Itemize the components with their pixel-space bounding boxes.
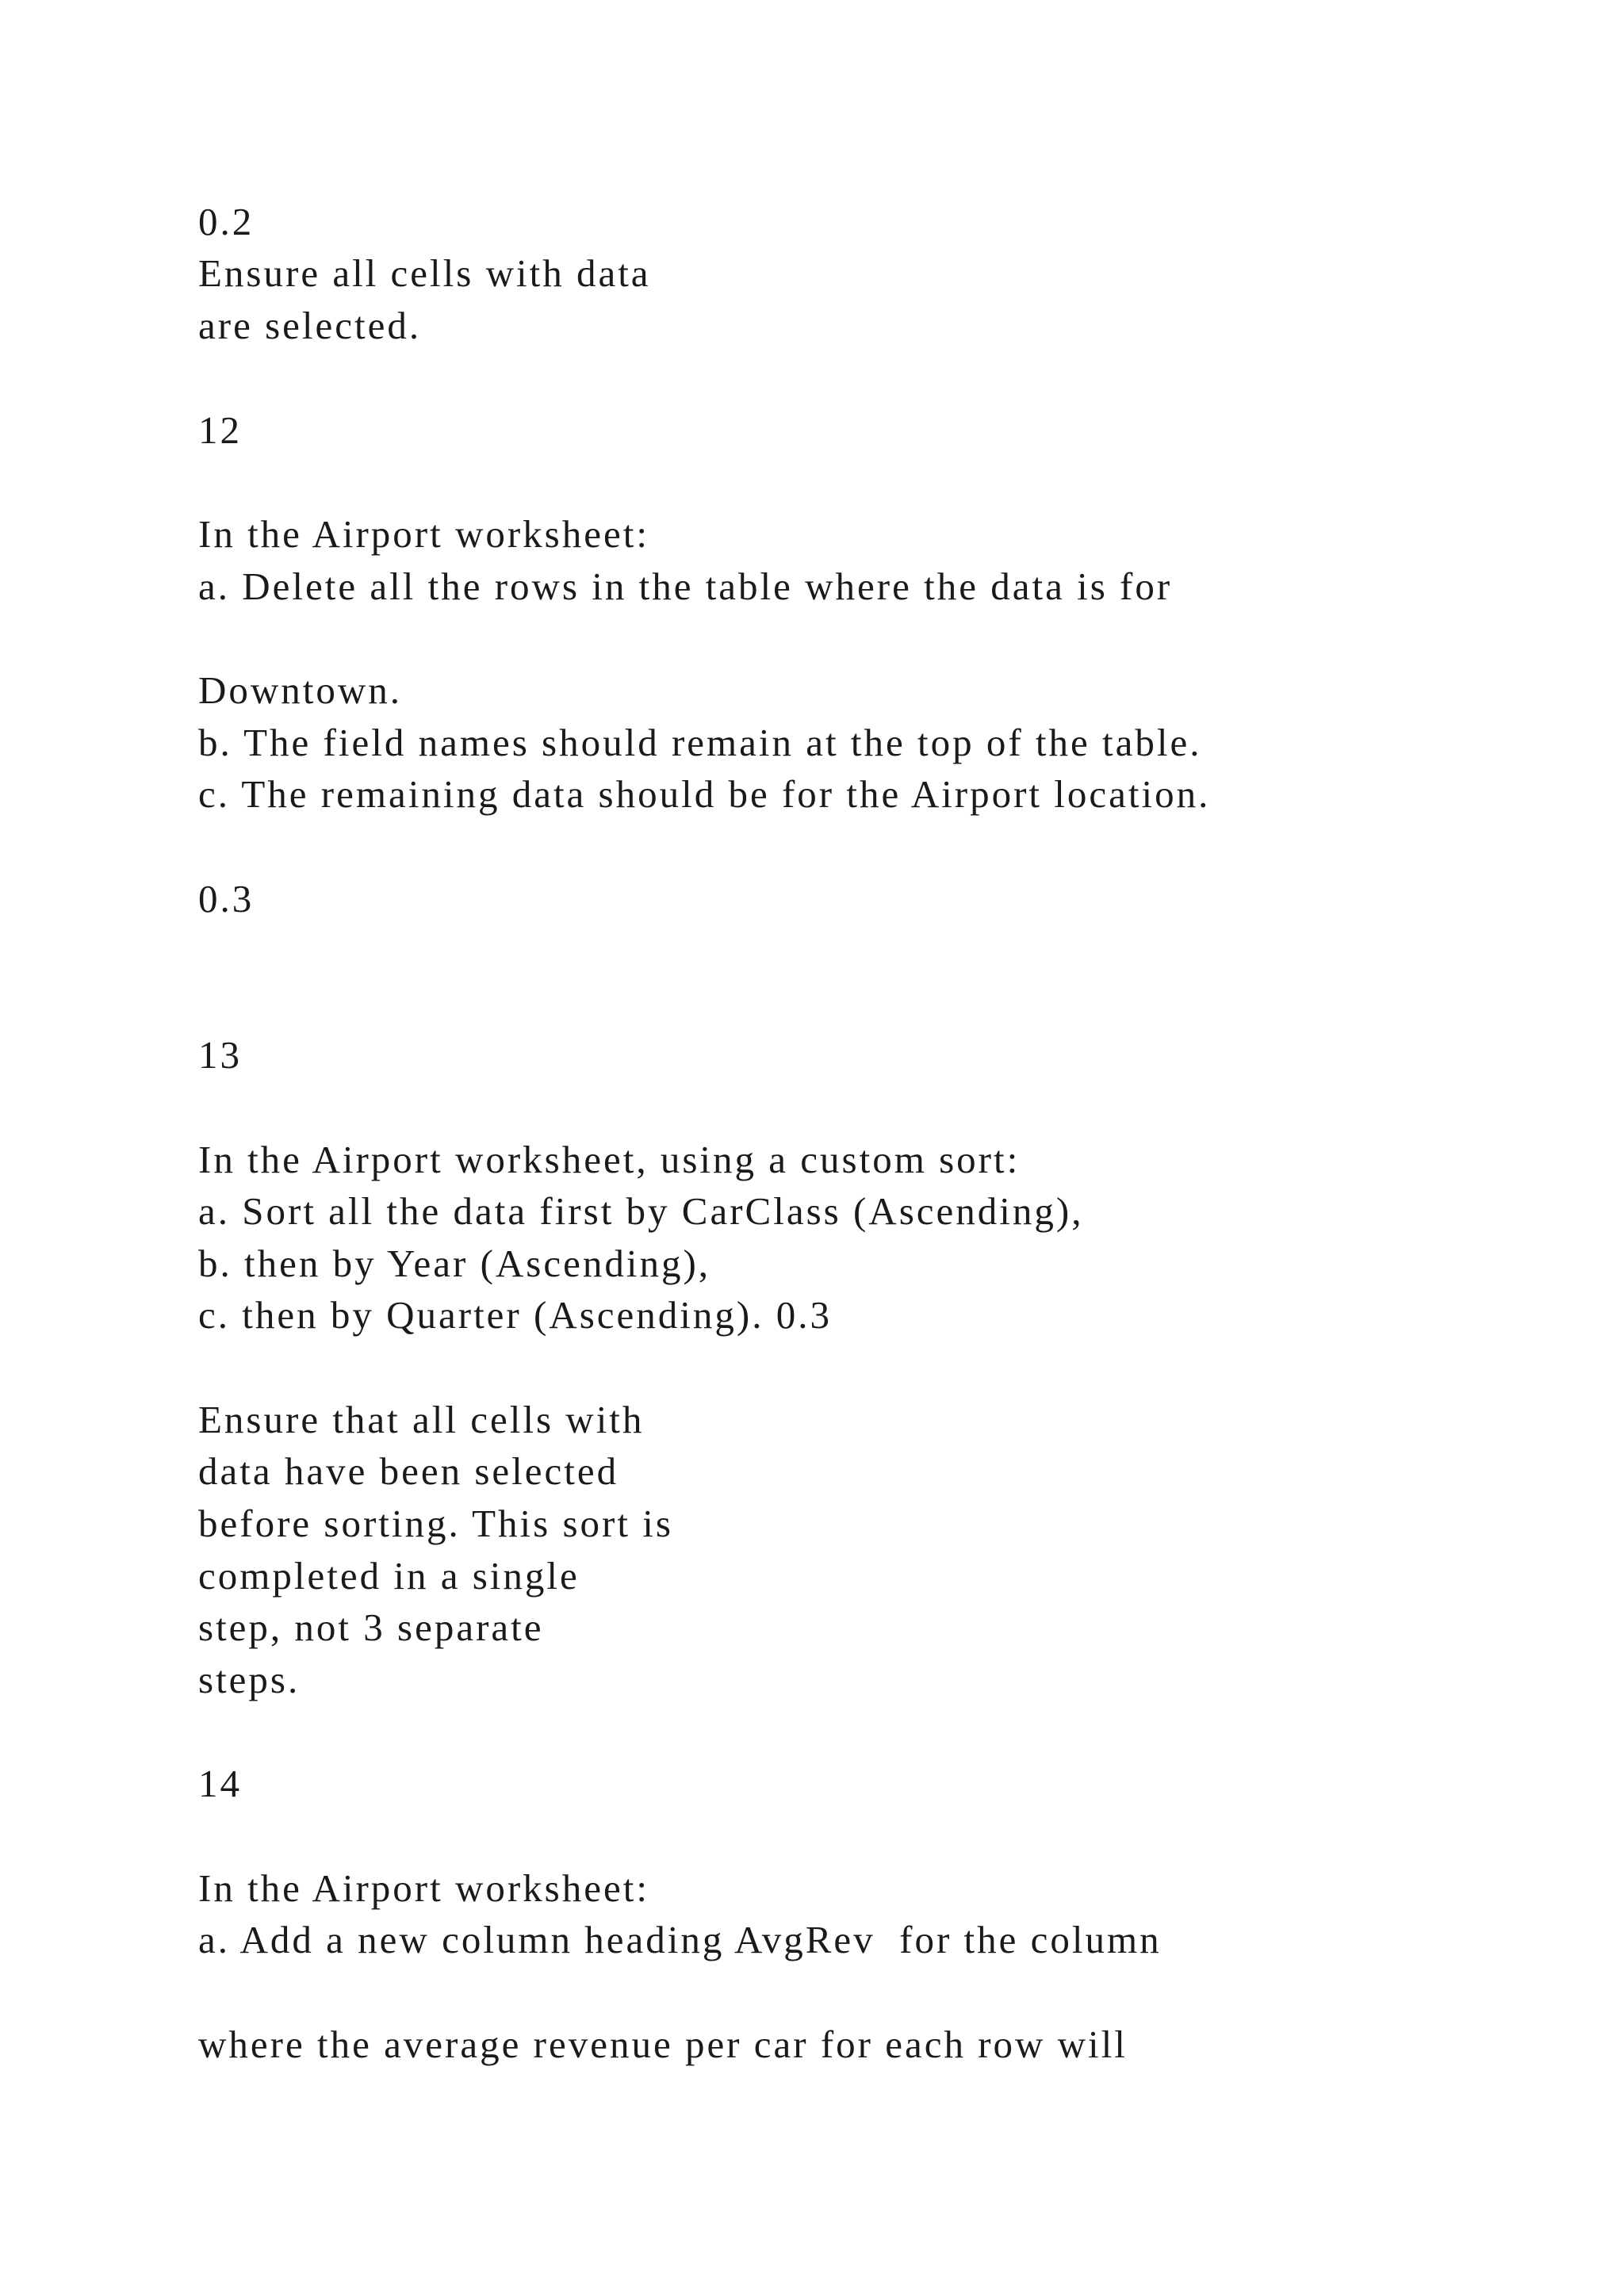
text-line: In the Airport worksheet:	[198, 1866, 649, 1910]
text-line: b. The field names should remain at the top of the table.	[198, 721, 1202, 764]
text-line: In the Airport worksheet, using a custom sort:	[198, 1138, 1021, 1181]
points-value: 0.3	[198, 877, 255, 920]
text-line: data have been selected	[198, 1449, 619, 1493]
text-line: step, not 3 separate	[198, 1605, 544, 1649]
section-number: 12	[198, 408, 242, 452]
text-line: a. Sort all the data first by CarClass (Ascending),	[198, 1189, 1084, 1233]
text-line: are selected.	[198, 304, 422, 347]
text-line: 0.2	[198, 200, 255, 243]
text-line: before sorting. This sort is	[198, 1502, 673, 1545]
text-line: Ensure all cells with data	[198, 251, 651, 295]
section-number: 14	[198, 1762, 242, 1805]
text-line: b. then by Year (Ascending),	[198, 1242, 711, 1285]
text-line: where the average revenue per car for each row will	[198, 2022, 1128, 2066]
text-line: c. then by Quarter (Ascending). 0.3	[198, 1293, 832, 1337]
section-number: 13	[198, 1033, 242, 1077]
text-line: c. The remaining data should be for the Airport location.	[198, 772, 1211, 816]
text-line: completed in a single	[198, 1554, 580, 1598]
text-line: a. Add a new column heading AvgRev for the column	[198, 1918, 1162, 1961]
text-line: Ensure that all cells with	[198, 1398, 645, 1441]
text-line: a. Delete all the rows in the table where the data is for	[198, 564, 1173, 608]
text-line: steps.	[198, 1658, 301, 1701]
text-line: In the Airport worksheet:	[198, 512, 649, 556]
text-line: Downtown.	[198, 668, 403, 712]
